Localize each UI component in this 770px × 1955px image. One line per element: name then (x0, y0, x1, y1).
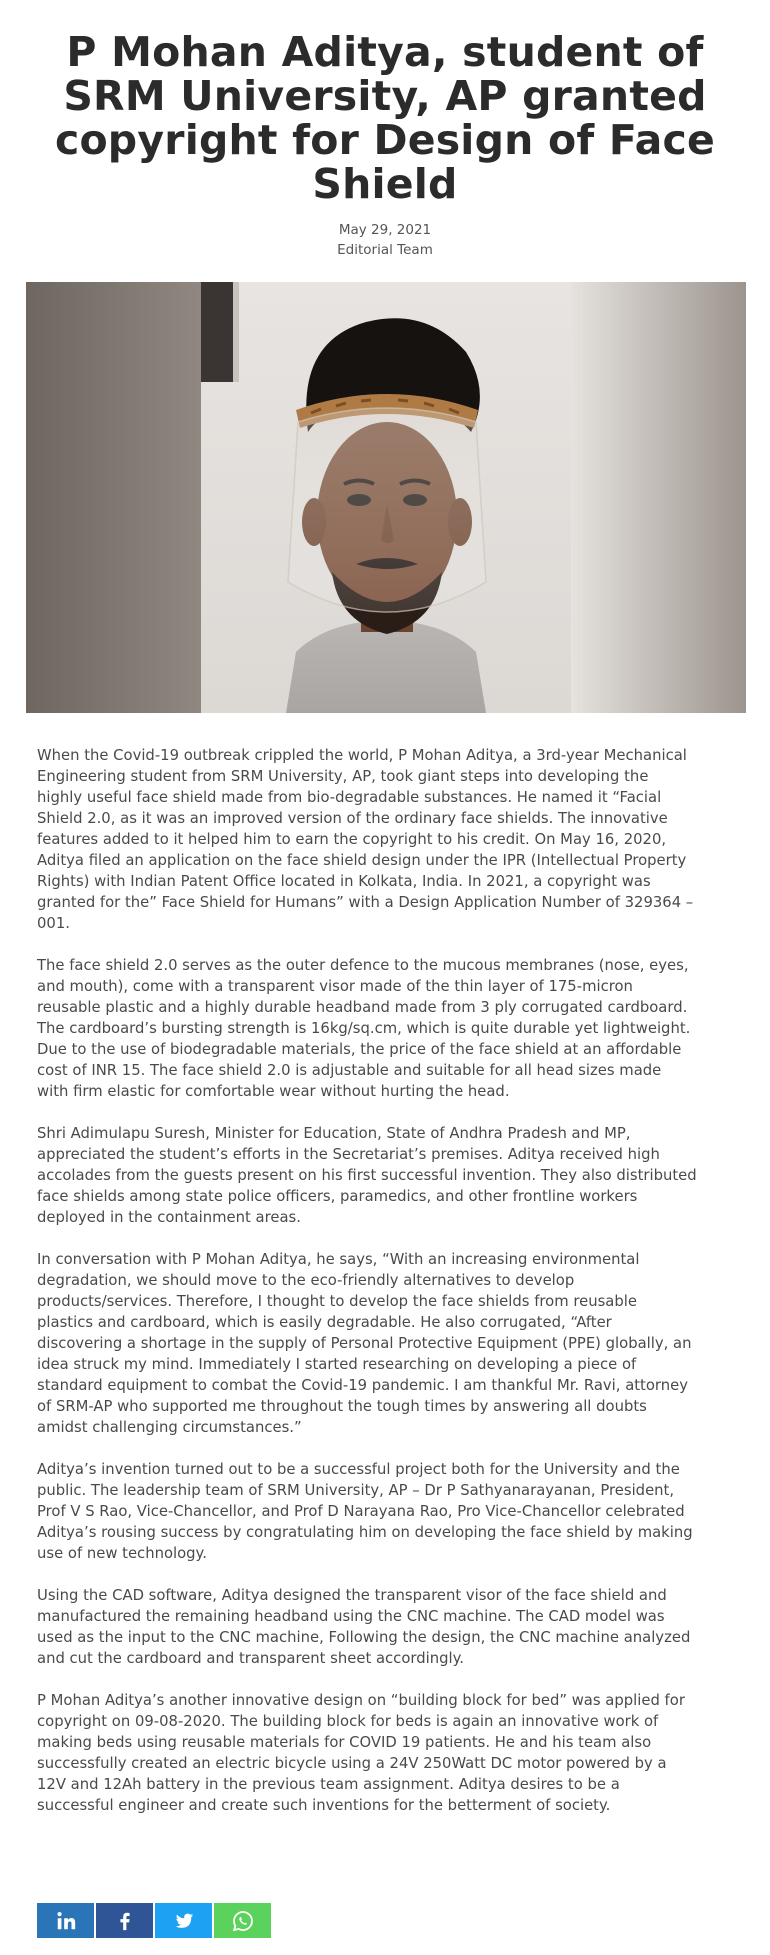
facebook-icon (114, 1910, 136, 1932)
article-date: May 29, 2021 (338, 222, 432, 238)
portrait-photo (26, 282, 746, 713)
article-paragraph: Aditya’s invention turned out to be a successful project both for the University and the public. The leadership team of SRM University, AP – Dr P Sathyanarayanan, President, Prof V S Rao, Vice-Chancellor, and Prof D Narayana Rao, Pro Vice-Chancellor celebrated Aditya’s rousing success by congratulating him on developing the face shield by making use of new technology. (37, 1461, 693, 1562)
share-linkedin-button[interactable] (37, 1903, 94, 1938)
share-whatsapp-button[interactable] (214, 1903, 271, 1938)
article (0, 30, 770, 1816)
share-twitter-button[interactable] (155, 1903, 212, 1938)
whatsapp-icon (231, 1909, 255, 1933)
article-paragraph: The face shield 2.0 serves as the outer defence to the mucous membranes (nose, eyes, and mouth), come with a transparent visor made of the thin layer of 175-micron reusable plastic and a highly durable headband made from 3 ply corrugated cardboard. The cardboard’s bursting strength is 16kg/sq.cm, which is quite durable yet lightweight. Due to the use of biodegradable materials, the price of the face shield at an affordable cost of INR 15. The face shield 2.0 is adjustable and suitable for all head sizes made with firm elastic for comfortable wear without hurting the head. (37, 957, 691, 1100)
share-facebook-button[interactable] (96, 1903, 153, 1938)
article-body (37, 745, 697, 1816)
article-paragraph: P Mohan Aditya’s another innovative design on “building block for bed” was applied for copyright on 09-08-2020. The building block for beds is again an innovative work of making beds using reusable materials for COVID 19 patients. He and his team also successfully created an electric bicycle using a 24V 250Watt DC motor powered by a 12V and 12Ah battery in the previous team assignment. Aditya desires to be a successful engineer and create such inventions for the betterment of society. (37, 1692, 685, 1814)
share-bar (37, 1903, 271, 1938)
hero-image (26, 282, 746, 713)
twitter-icon (172, 1910, 196, 1932)
linkedin-icon (55, 1910, 77, 1932)
article-paragraph: In conversation with P Mohan Aditya, he says, “With an increasing environmental degradation, we should move to the eco-friendly alternatives to develop products/services. Therefore, I thought to develop the face shields from reusable plastics and cardboard, which is easily degradable. He also corrugated, “After discovering a shortage in the supply of Personal Protective Equipment (PPE) globally, an idea struck my mind. Immediately I started researching on developing a piece of standard equipment to combat the Covid-19 pandemic. I am thankful Mr. Ravi, attorney of SRM-AP who supported me throughout the tough times by answering all doubts amidst challenging circumstances.” (37, 1251, 692, 1436)
article-paragraph: Shri Adimulapu Suresh, Minister for Education, State of Andhra Pradesh and MP, appreciated the student’s efforts in the Secretariat’s premises. Aditya received high accolades from the guests present on his first successful invention. They also distributed face shields among state police officers, paramedics, and other frontline workers deployed in the containment areas. (37, 1125, 697, 1226)
article-paragraph: Using the CAD software, Aditya designed the transparent visor of the face shield and manufactured the remaining headband using the CNC machine. The CAD model was used as the input to the CNC machine, Following the design, the CNC machine analyzed and cut the cardboard and transparent sheet accordingly. (37, 1587, 691, 1667)
article-meta (0, 220, 770, 260)
article-author: Editorial Team (337, 242, 433, 258)
article-paragraph: When the Covid-19 outbreak crippled the world, P Mohan Aditya, a 3rd-year Mechanical Engineering student from SRM University, AP, took giant steps into developing the highly useful face shield made from bio-degradable substances. He named it “Facial Shield 2.0, as it was an improved version of the ordinary face shields. The innovative features added to it helped him to earn the copyright to his credit. On May 16, 2020, Aditya filed an application on the face shield design under the IPR (Intellectual Property Rights) with Indian Patent Office located in Kolkata, India. In 2021, a copyright was granted for the” Face Shield for Humans” with a Design Application Number of 329364 – 001. (37, 747, 694, 932)
article-title: P Mohan Aditya, student of SRM University, AP granted copyright for Design of Face Shield (54, 28, 716, 208)
